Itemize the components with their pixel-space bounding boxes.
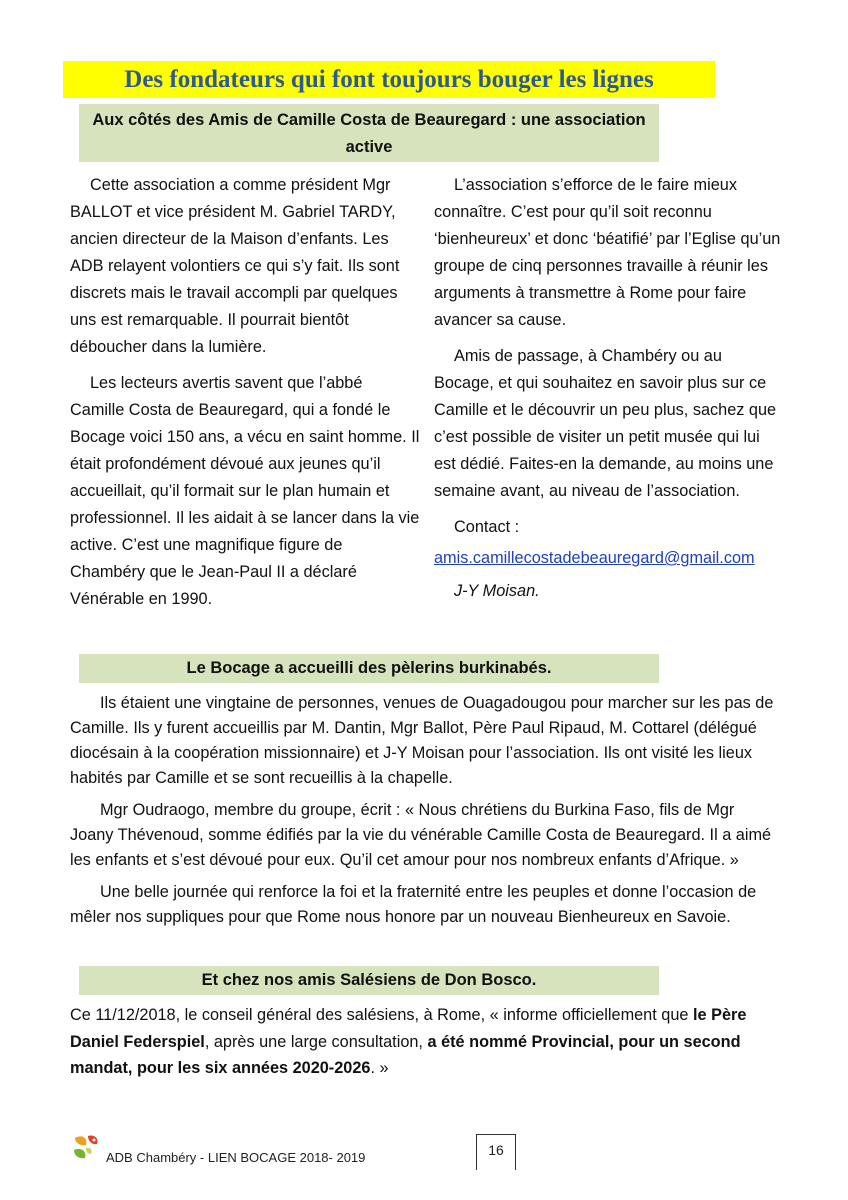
column-right xyxy=(434,172,784,614)
page-title: Des fondateurs qui font toujours bouger les lignes xyxy=(124,66,654,93)
page-number: 16 xyxy=(476,1134,516,1170)
paragraph xyxy=(70,1002,782,1082)
section-heading-salesians: Et chez nos amis Salésiens de Don Bosco. xyxy=(79,966,659,995)
column-left xyxy=(70,172,420,622)
paragraph: L’association s’efforce de le faire mieux connaître. C’est pour qu’il soit reconnu ‘bienheureux’ et donc ‘béatifié’ par l’Eglise qu’un groupe de cinq personnes travaille à réunir les arguments à transmettre à Rome pour faire avancer sa cause. xyxy=(434,176,781,329)
paragraph: Mgr Oudraogo, membre du groupe, écrit : « Nous chrétiens du Burkina Faso, fils de Mgr Joany Thévenoud, somme édifiés par la vie du vénérable Camille Costa de Beauregard. Il a aimé les enfants et s’est dévoué pour eux. Qu’il cet amour pour nos nombreux enfants d’Afrique. » xyxy=(70,801,772,869)
text-run: Ce 11/12/2018, le conseil général des salésiens, à Rome, « informe officiellement que xyxy=(70,1006,693,1024)
section-salesians-body xyxy=(70,1002,782,1089)
text-run: , après une large consultation, xyxy=(204,1032,428,1051)
title-banner xyxy=(63,61,715,98)
paragraph: Les lecteurs avertis savent que l’abbé Camille Costa de Beauregard, qui a fondé le Bocage voici 150 ans, a vécu en saint homme. Il était profondément dévoué aux jeunes qu’il accueillait, qu’il formait sur le plan humain et professionnel. Il les aidait à se lancer dans la vie active. C’est une magnifique figure de Chambéry que le Jean-Paul II a déclaré Vénérable en 1990. xyxy=(70,374,420,608)
contact-block xyxy=(434,514,784,541)
paragraph: Ils étaient une vingtaine de personnes, venues de Ouagadougou pour marcher sur les pas de Camille. Ils y furent accueillis par M. Dantin, Mgr Ballot, Père Paul Ripaud, M. Cottarel (délégué diocésain à la coopération missionnaire) et J-Y Moisan pour l’association. Ils ont visité les lieux habités par Camille et se sont recueillis à la chapelle. xyxy=(70,694,774,787)
text-run: . » xyxy=(370,1059,389,1077)
bold-run: a été nommé Provincial, pour un second mandat, pour les six années 2020-2026 xyxy=(70,1032,741,1077)
footer-text: ADB Chambéry - LIEN BOCAGE 2018- 2019 xyxy=(106,1150,366,1165)
paragraph: Cette association a comme président Mgr BALLOT et vice président M. Gabriel TARDY, ancien directeur de la Maison d’enfants. Les ADB relayent volontiers ce qui s’y fait. Ils sont discrets mais le travail accompli par quelques uns est remarquable. Il pourrait bientôt déboucher dans la lumière. xyxy=(70,176,400,356)
signature: J-Y Moisan. xyxy=(454,582,540,600)
adb-logo-icon xyxy=(72,1132,104,1164)
contact-email-link[interactable]: amis.camillecostadebeauregard@gmail.com xyxy=(434,549,755,567)
paragraph: Une belle journée qui renforce la foi et la fraternité entre les peuples et donne l’occasion de mêler nos suppliques pour que Rome nous honore par un nouveau Bienheureux en Savoie. xyxy=(70,883,757,926)
bold-run: le Père Daniel Federspiel xyxy=(70,1006,747,1051)
paragraph: Amis de passage, à Chambéry ou au Bocage, et qui souhaitez en savoir plus sur ce Camille et le découvrir un peu plus, sachez que c’est possible de visiter un petit musée qui lui est dédié. Faites-en la demande, au moins une semaine avant, au niveau de l’association. xyxy=(434,347,777,500)
section-pilgrims-body xyxy=(70,691,782,937)
section-heading-association: Aux côtés des Amis de Camille Costa de Beauregard : une association active xyxy=(79,104,659,162)
contact-label: Contact : xyxy=(454,518,520,536)
section-heading-pilgrims: Le Bocage a accueilli des pèlerins burkinabés. xyxy=(79,654,659,683)
